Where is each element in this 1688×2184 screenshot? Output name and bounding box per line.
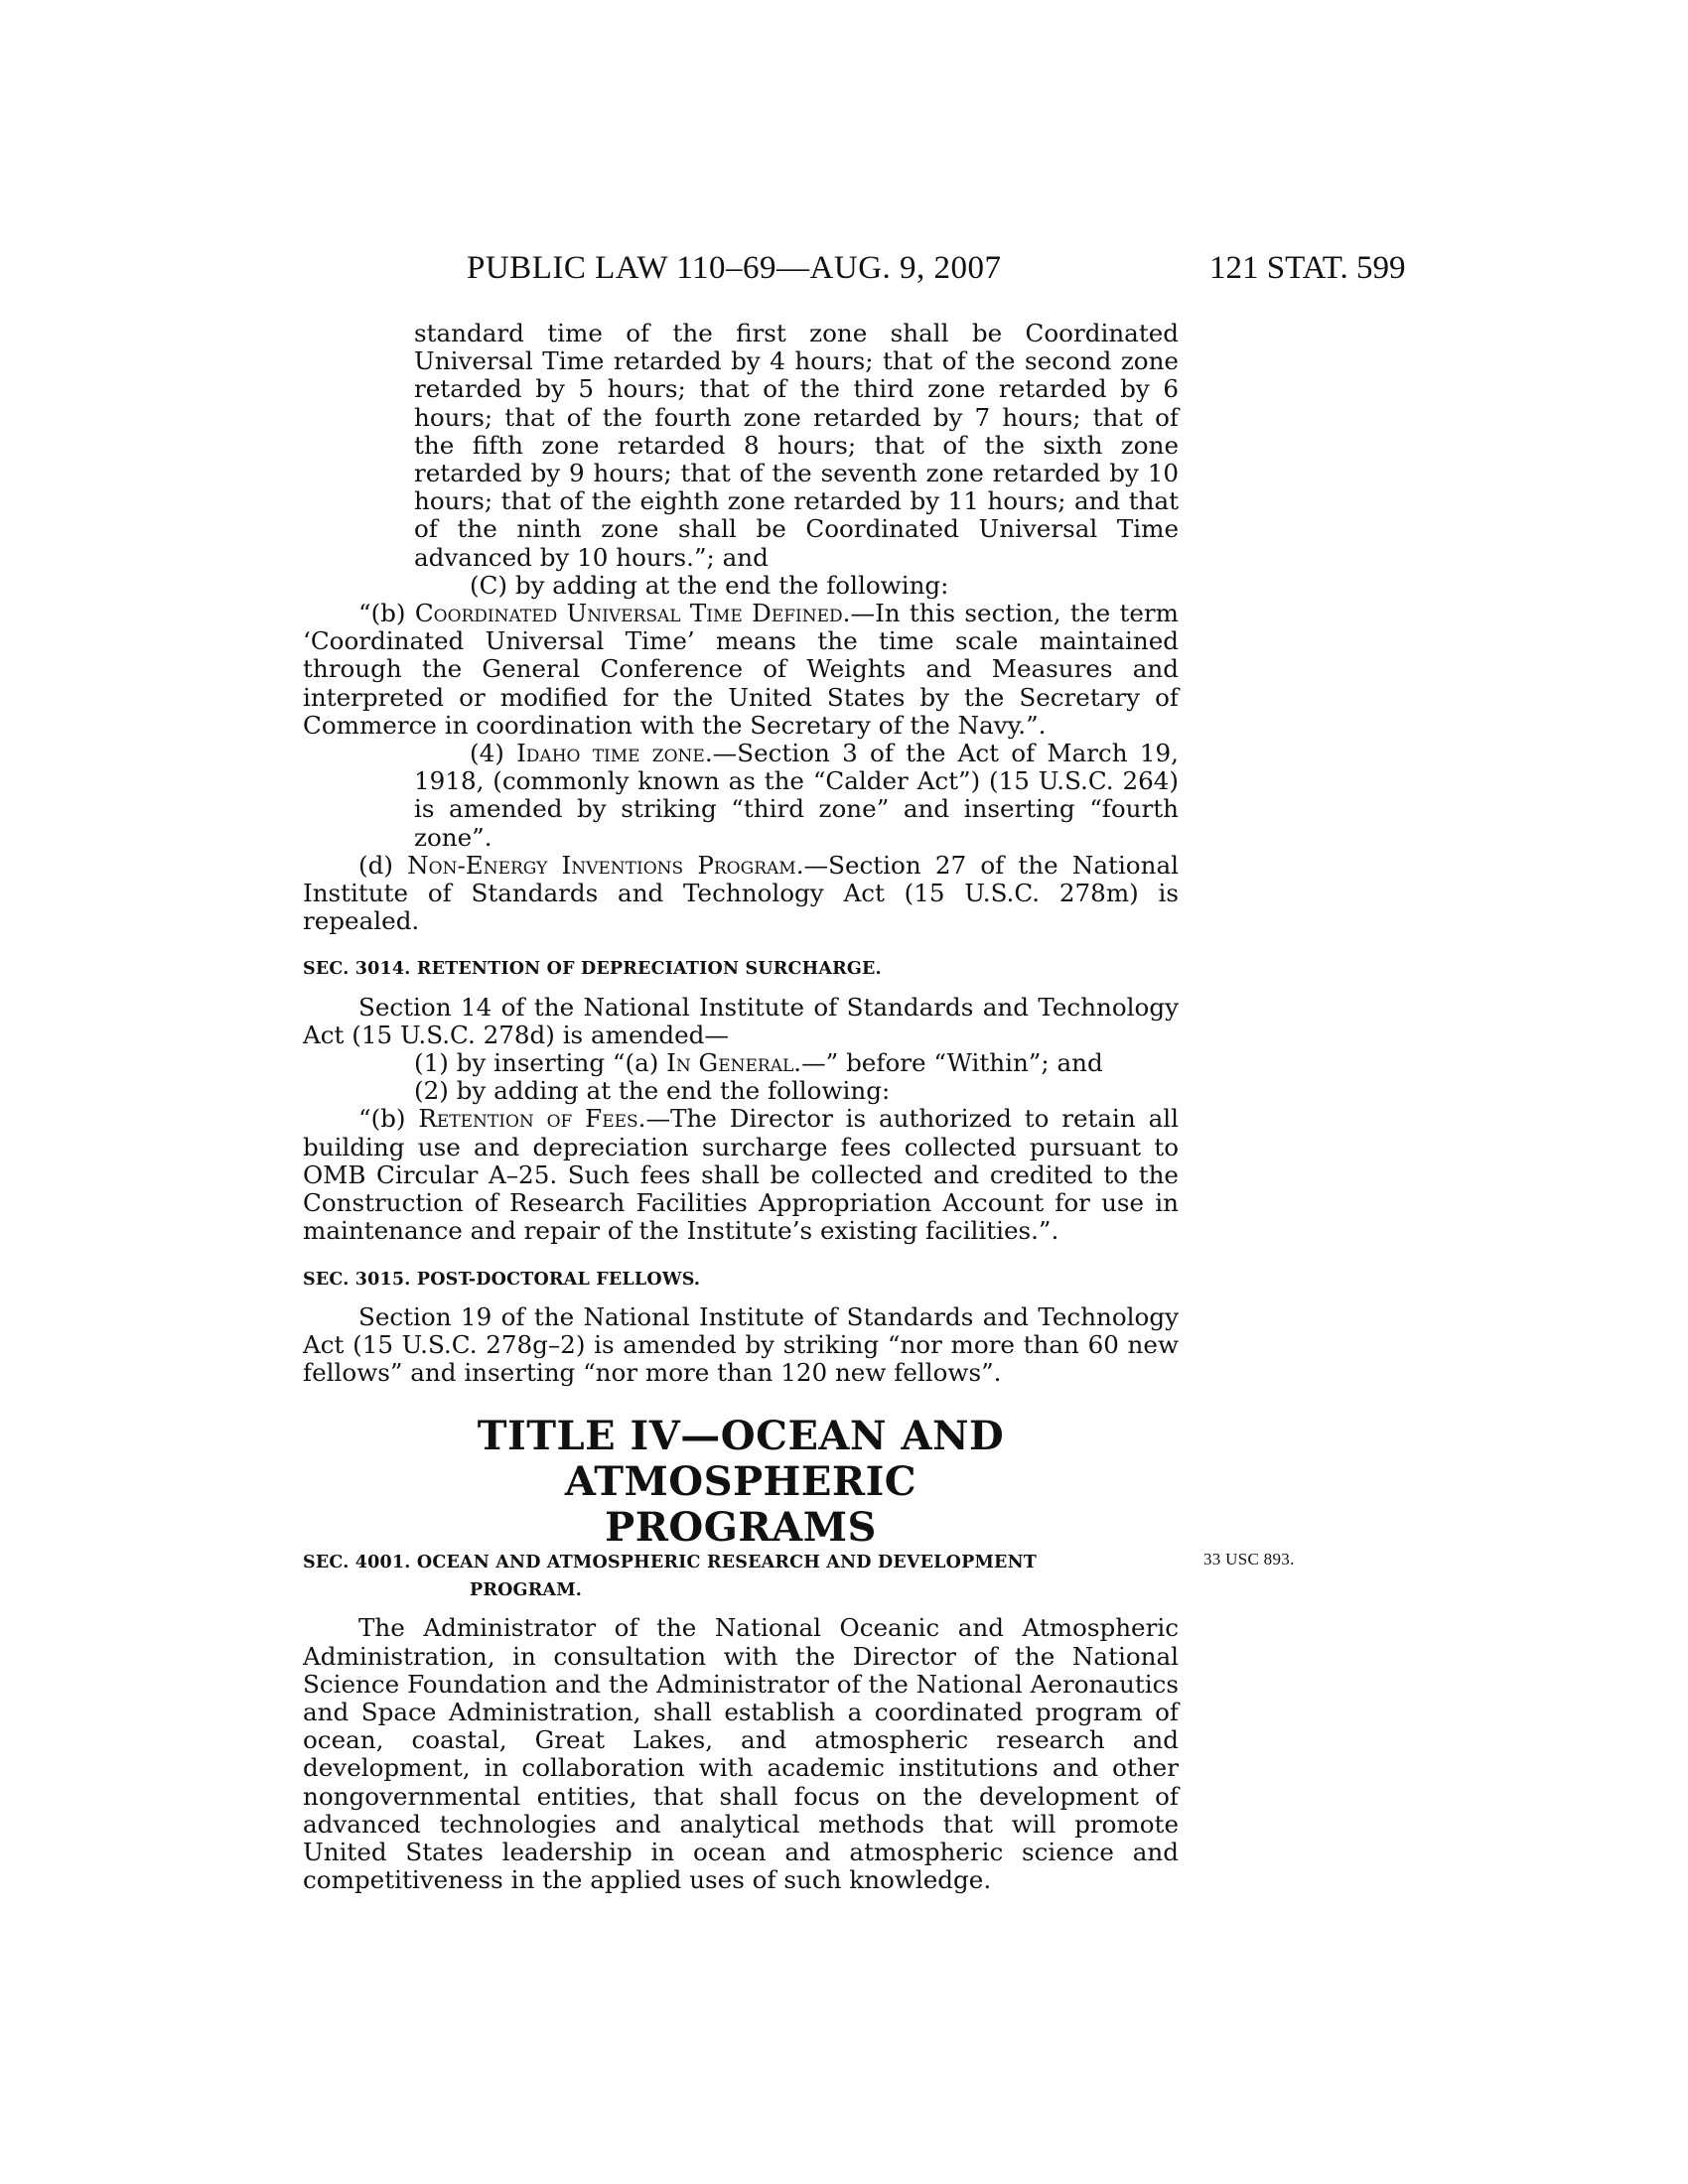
paragraph-section-14: Section 14 of the National Institute of Standards and Technology Act (15 U.S.C. 278d) is amended— [303,992,1179,1049]
title-heading [303,1414,1179,1551]
paragraph-subparagraph-c: (C) by adding at the end the following: [470,570,949,600]
paragraph-utc-defined [303,600,1179,740]
paragraph-text: .—The Director is authorized to retain all building use and depreciation surcharge fees collected pursuant to OMB Circular A–25. Such fees shall be collected and credited to the Construction of Research Facilities Appropriation Account for use in maintenance and repair of the Institute’s existing facilities.”. [303,1104,1179,1246]
paragraph-lead: (d) [358,850,408,880]
paragraph-idaho-time-zone [247,740,1179,852]
paragraph-lead: “(b) [358,599,415,628]
section-heading-line-1: SEC. 4001. OCEAN AND ATMOSPHERIC RESEARCH AND DEVELOPMENT [303,1553,1038,1572]
running-head: PUBLIC LAW 110–69—AUG. 9, 2007 [467,250,1002,286]
paragraph-inserting-in-general [303,1049,1179,1077]
title-line-2: PROGRAMS [605,1504,877,1551]
section-heading-3015: SEC. 3015. POST-DOCTORAL FELLOWS. [303,1269,701,1290]
title-line-1: TITLE IV—OCEAN AND ATMOSPHERIC [477,1413,1005,1505]
paragraph-caption: Coordinated Universal Time Defined [414,599,843,628]
section-heading-4001 [303,1549,1179,1604]
section-heading-3014: SEC. 3014. RETENTION OF DEPRECIATION SURCHARGE. [303,959,882,980]
paragraph-coordinated-program: The Administrator of the National Oceanic and Atmospheric Administration, in consultation with the Director of the National Science Foundation and the Administrator of the National Aeronautics and Space Administration, shall establish a coordinated program of ocean, coastal, Great Lakes, and atmospheric research and development, in collaboration with academic institutions and other nongovernmental entities, that shall focus on the development of advanced technologies and analytical methods that will promote United States leadership in ocean and atmospheric science and competitiveness in the applied uses of such knowledge. [303,1613,1179,1895]
paragraph-text: .—” before “Within”; and [793,1048,1103,1078]
paragraph-caption: Non-Energy Inventions Program [407,850,796,880]
section-4001 [303,1549,1179,1894]
paragraph-lead: (1) by inserting “(a) [414,1048,667,1078]
paragraph-caption: In General [666,1048,794,1078]
statute-page-reference: 121 STAT. 599 [1209,250,1406,286]
paragraph-caption: Idaho time zone [516,739,705,768]
paragraph-zone-definitions: standard time of the first zone shall be Coordinated Universal Time retarded by 4 hours; that of the second zone retarded by 5 hours; that of the third zone retarded by 6 hours; that of the fourth zone retarded by 7 hours; that of the fifth zone retarded 8 hours; that of the sixth zone retarded by 9 hours; that of the seventh zone retarded by 10 hours; that of the eighth zone retarded by 11 hours; and that of the ninth zone shall be Coordinated Universal Time advanced by 10 hours.”; and [414,319,1179,572]
section-heading-line-2: PROGRAM. [470,1580,583,1601]
section-continuation [303,320,1179,1387]
paragraph-section-19: Section 19 of the National Institute of Standards and Technology Act (15 U.S.C. 278g–2) is amended by striking “nor more than 60 new fellows” and inserting “nor more than 120 new fellows”. [303,1301,1179,1388]
paragraph-text: .—Section 3 of the Act of March 19, 1918, (commonly known as the “Calder Act”) (15 U.S.C. 264) is amended by striking “third zone” and inserting “fourth zone”. [414,739,1179,852]
margin-note-usc-citation: 33 USC 893. [1203,1550,1295,1569]
paragraph-retention-of-fees [303,1105,1179,1245]
paragraph-lead: “(b) [358,1104,419,1134]
paragraph-adding-following: (2) by adding at the end the following: [414,1076,891,1106]
paragraph-non-energy-inventions [303,852,1179,936]
paragraph-text: .—In this section, the term ‘Coordinated Universal Time’ means the time scale maintained through the General Conference of Weights and Measures and interpreted or modified for the United States by the Secretary of Commerce in coordination with the Secretary of the Navy.”. [303,599,1179,740]
paragraph-text: .—Section 27 of the National Institute of Standards and Technology Act (15 U.S.C. 278m) is repealed. [303,850,1179,936]
paragraph-caption: Retention of Fees [418,1104,638,1134]
paragraph-lead: (4) [470,739,517,768]
